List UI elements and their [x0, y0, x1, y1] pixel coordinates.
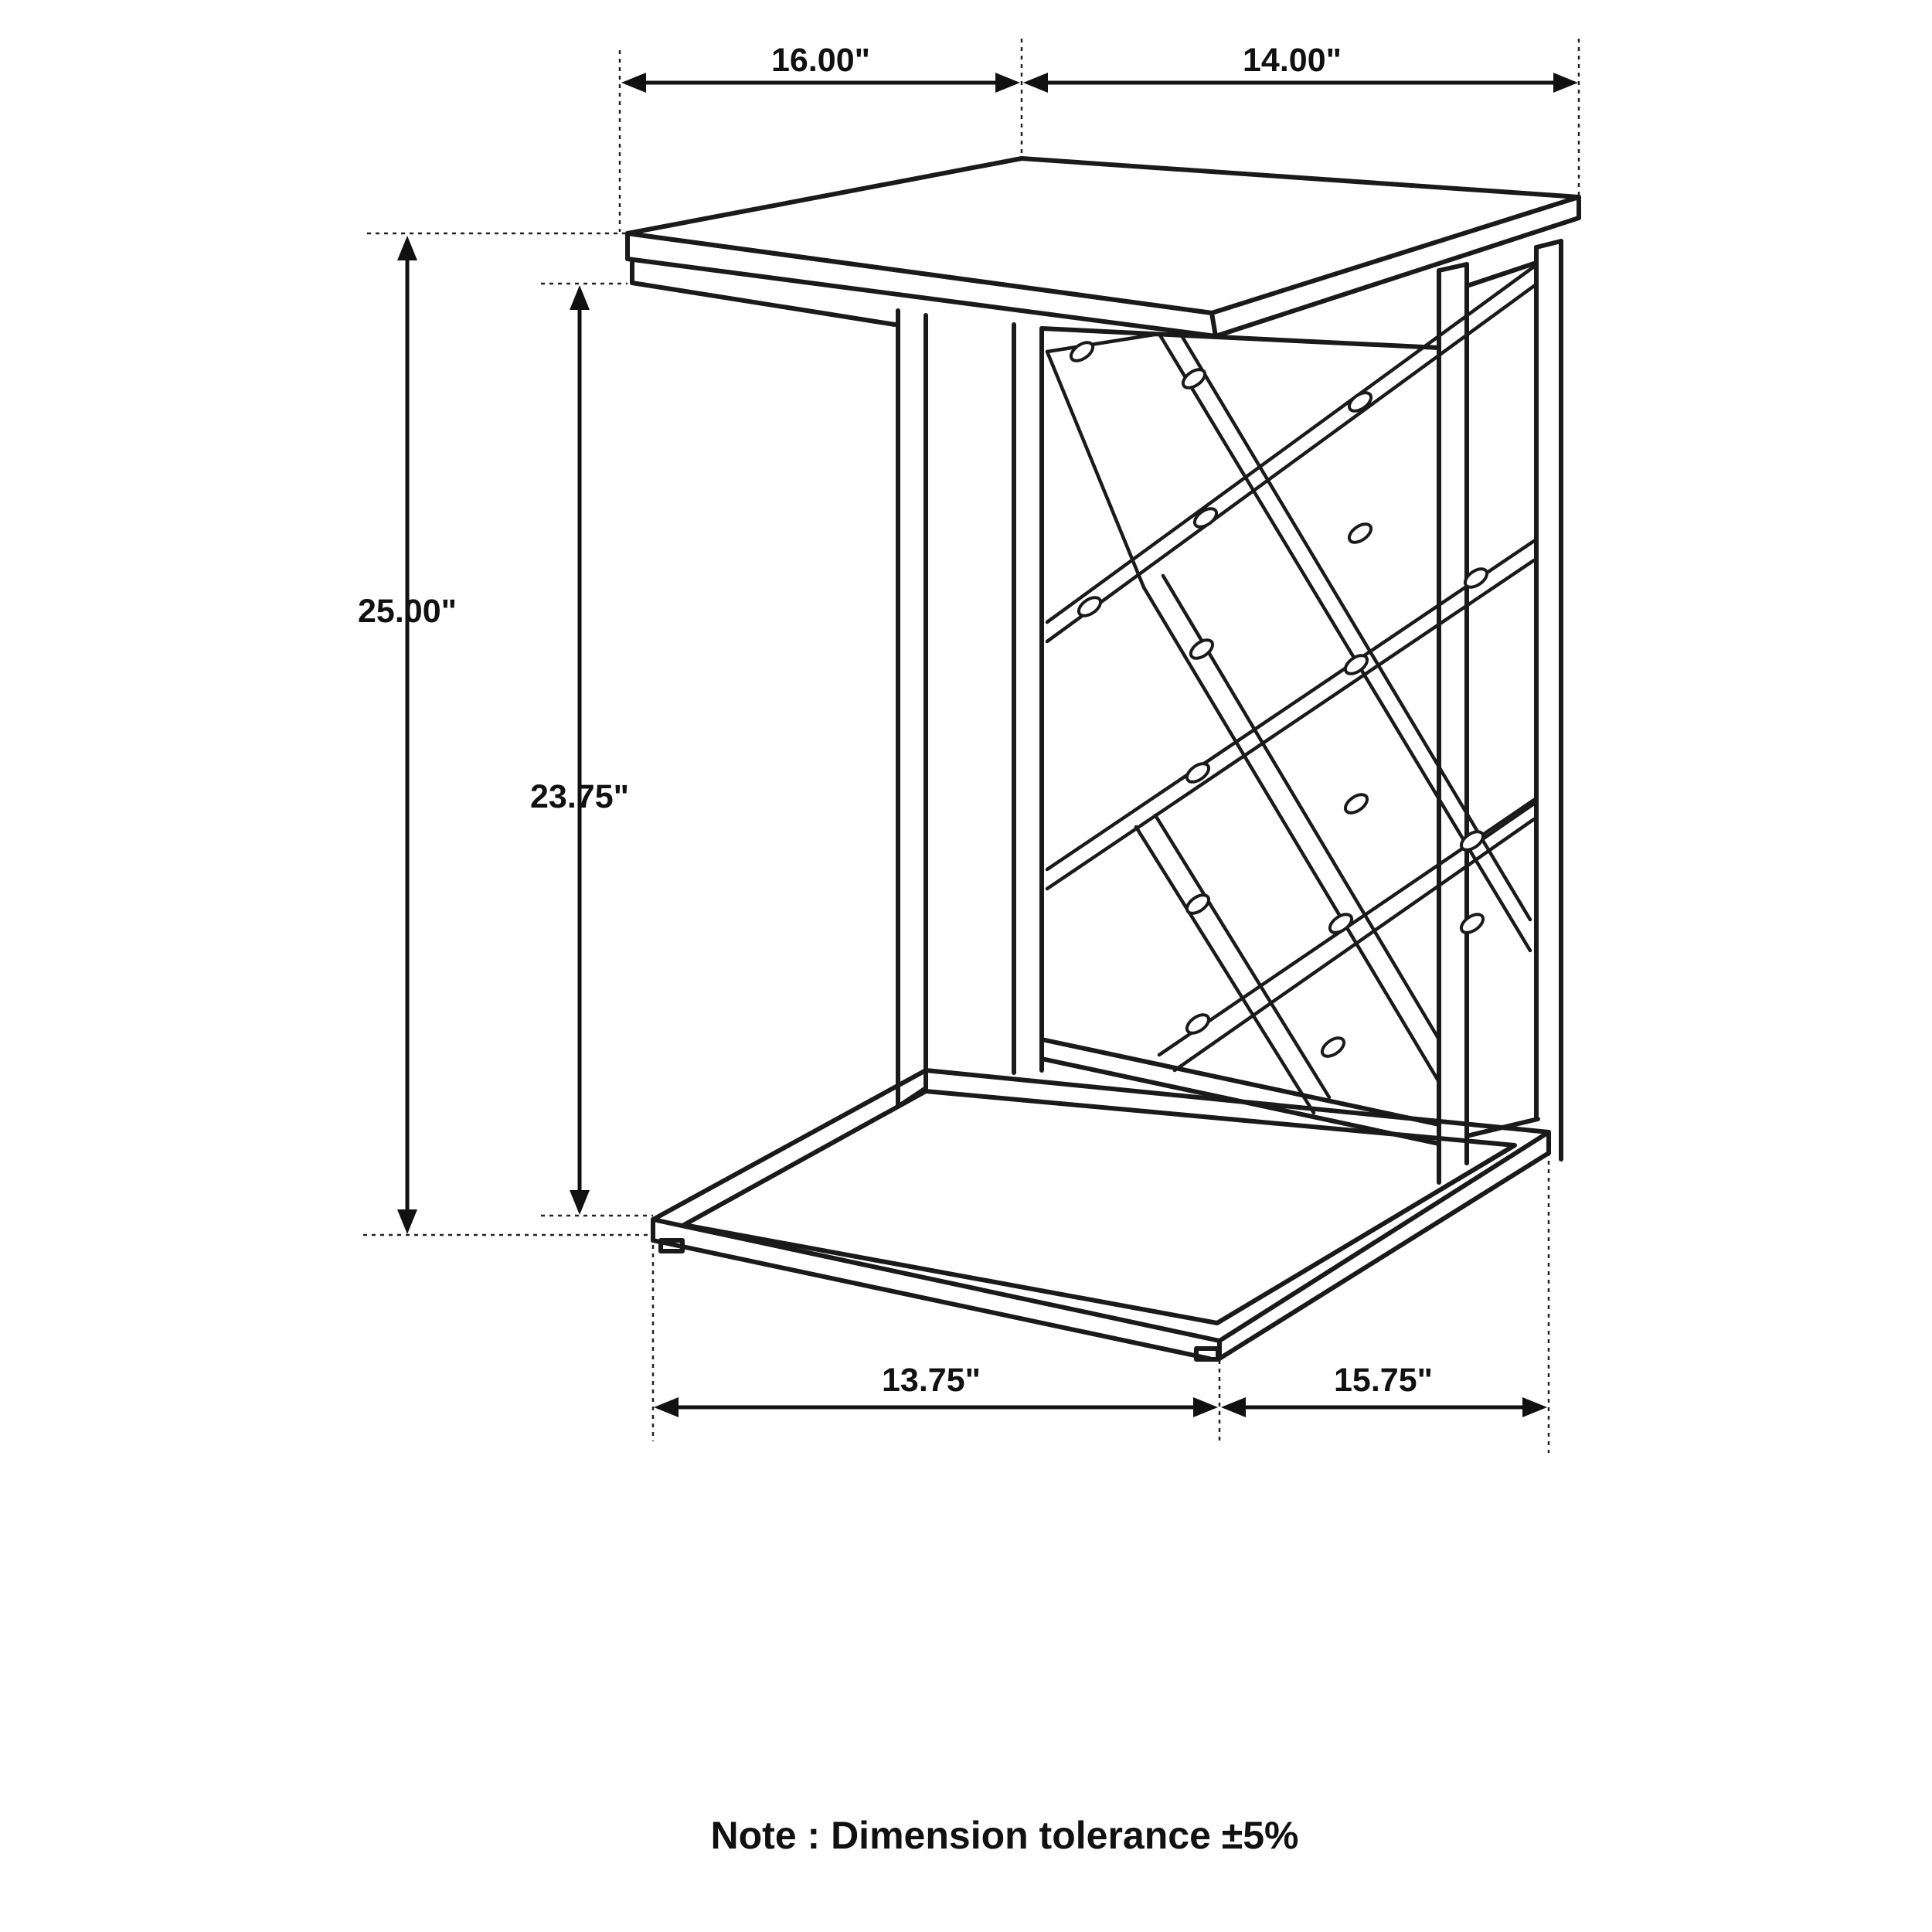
lattice-clips	[1068, 338, 1491, 1060]
base-depth-label: 15.75"	[1334, 1362, 1433, 1399]
c-table-line-drawing	[628, 158, 1579, 1359]
lattice-frame	[1042, 328, 1439, 1144]
wine-rack-lattice	[1047, 267, 1534, 1113]
overall-height-label: 25.00"	[358, 593, 457, 630]
base-width-label: 13.75"	[882, 1362, 981, 1399]
dimension-labels	[358, 42, 1433, 1399]
dimension-lines	[363, 39, 1579, 1453]
base-frame	[653, 1070, 1549, 1359]
side-post	[1467, 241, 1561, 1159]
tabletop	[628, 158, 1579, 336]
clearance-height-dimension-arrow	[570, 285, 590, 1215]
top-depth-label: 14.00"	[1243, 42, 1342, 79]
tolerance-note: Note : Dimension tolerance ±5%	[710, 1814, 1299, 1857]
base-depth-dimension-arrow	[1221, 1397, 1547, 1417]
rear-post	[898, 311, 926, 1107]
overall-height-dimension-arrow	[397, 236, 417, 1234]
front-left-post	[1014, 325, 1042, 1073]
top-width-label: 16.00"	[771, 42, 870, 79]
base-width-dimension-arrow	[654, 1397, 1218, 1417]
front-right-post	[1439, 264, 1467, 1182]
clearance-height-label: 23.75"	[530, 778, 629, 815]
